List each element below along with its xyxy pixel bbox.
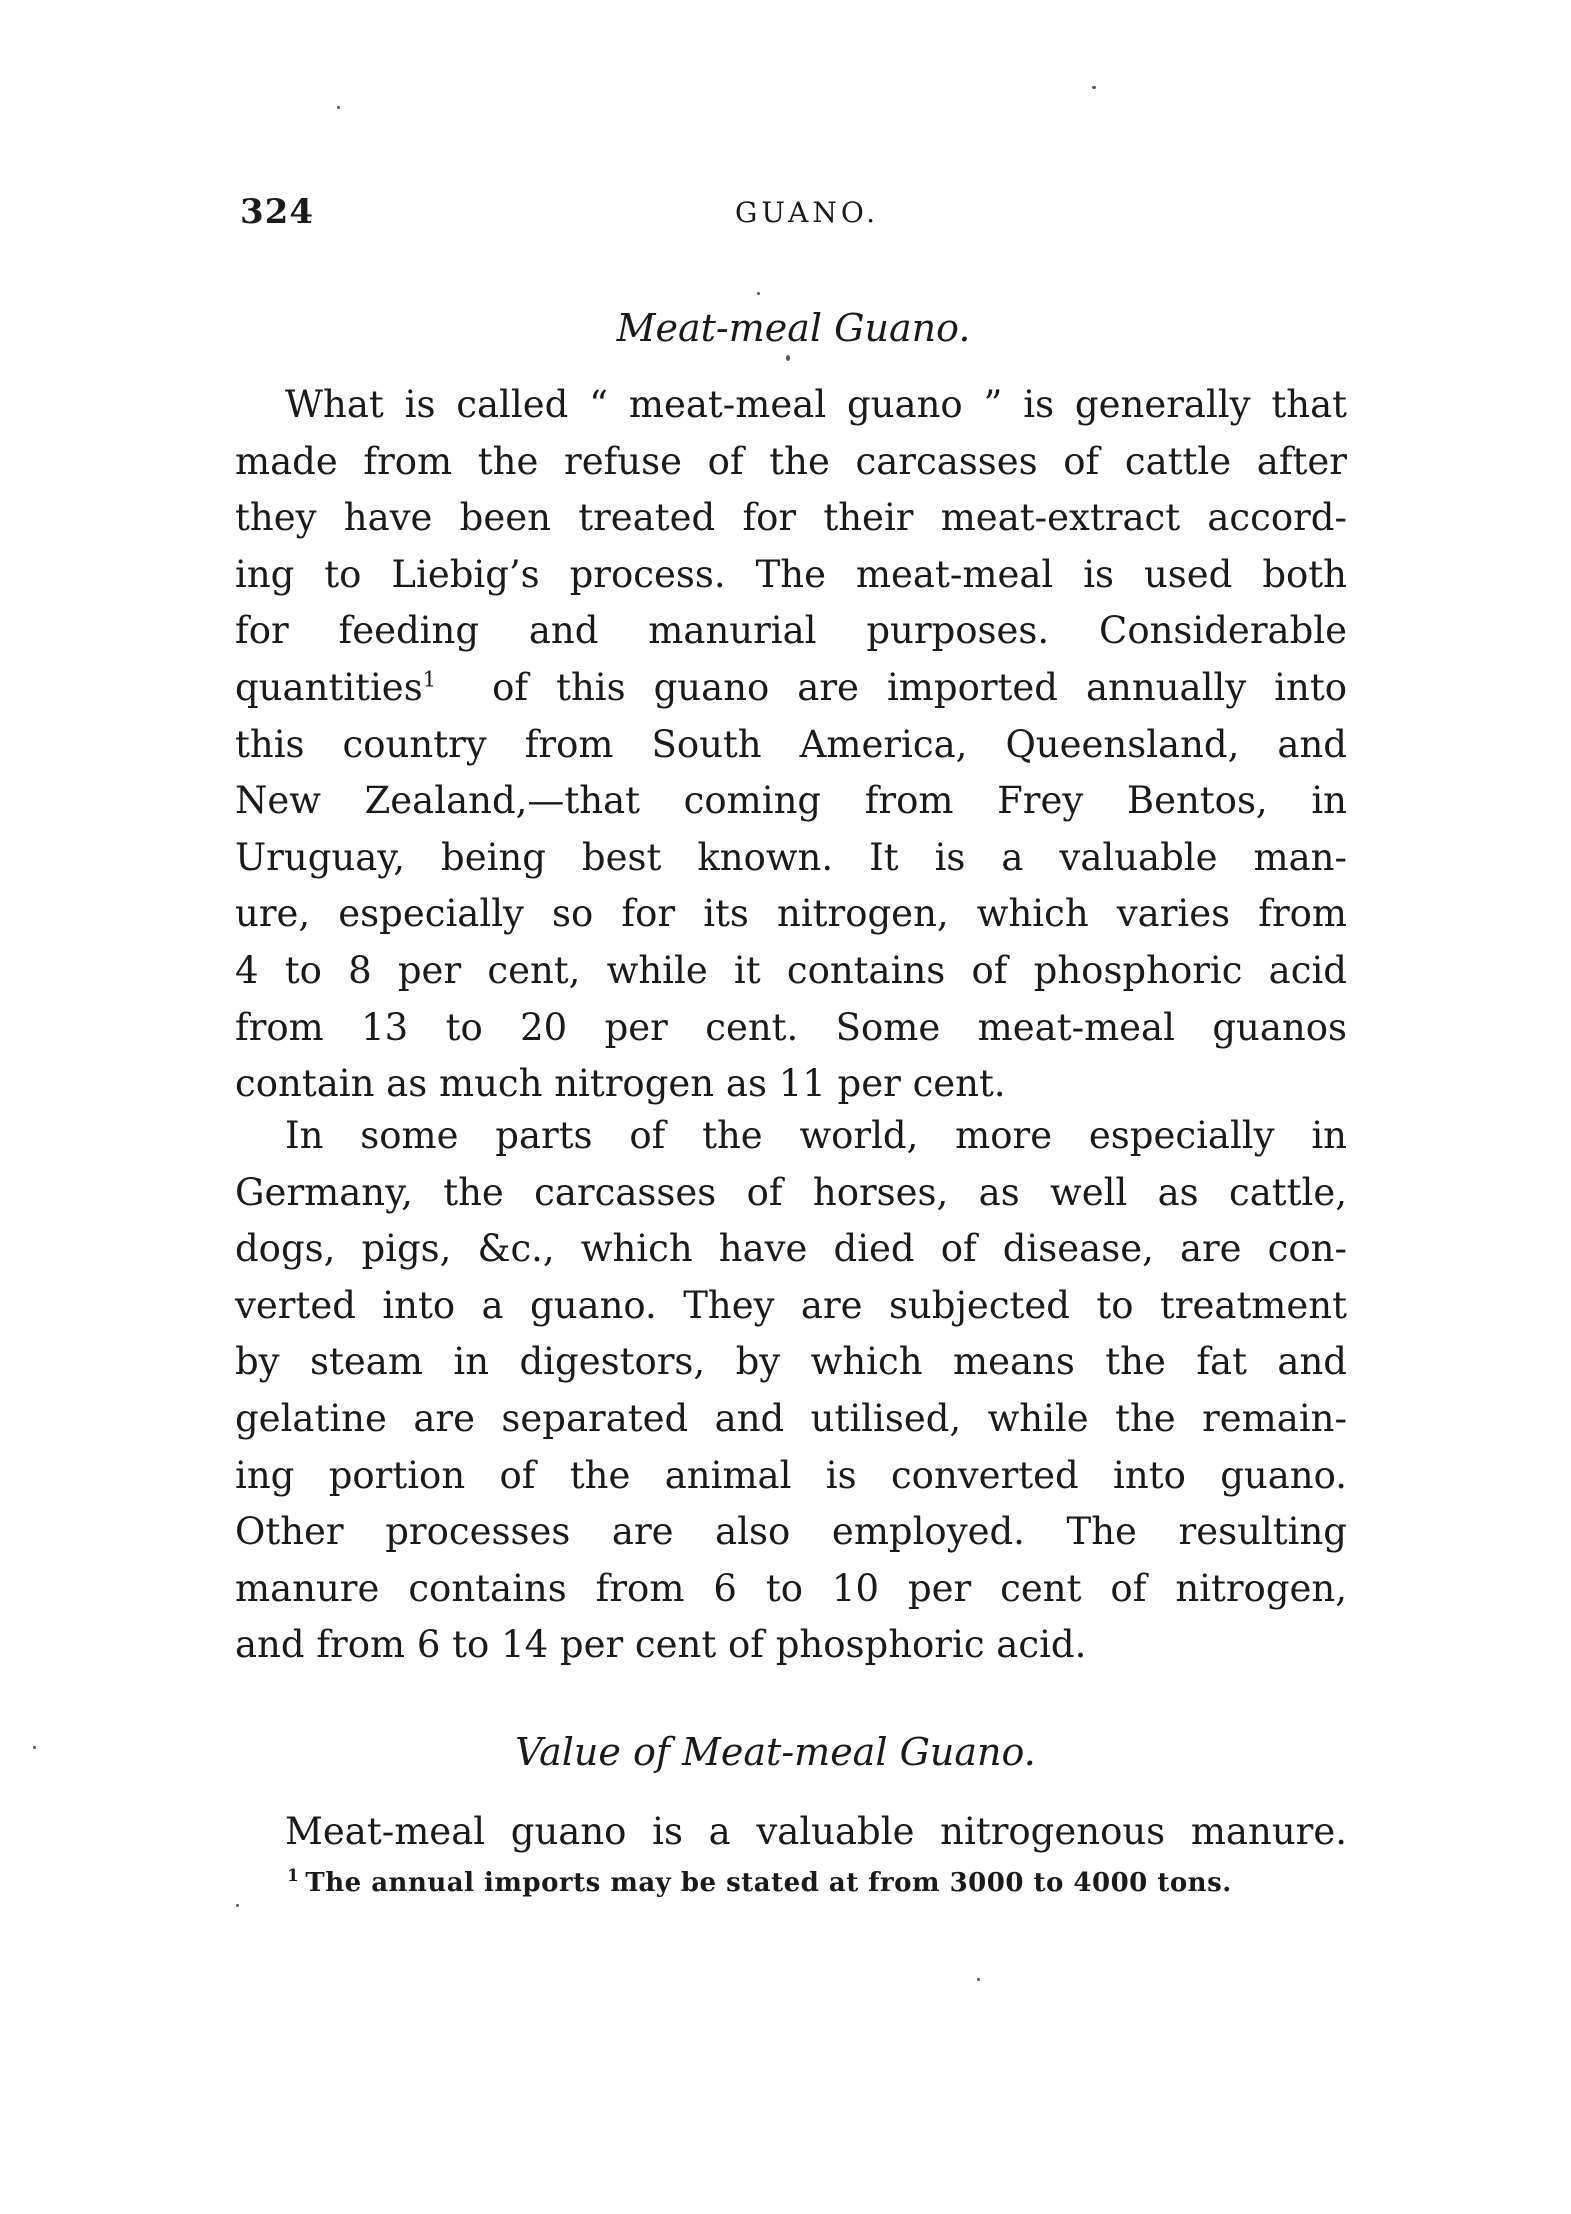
scan-speck (977, 1978, 980, 1981)
text-line: In some parts of the world, more especially in (285, 1114, 1347, 1157)
text-line: verted into a guano. They are subjected to treatment (235, 1283, 1347, 1327)
page-number: 324 (240, 192, 314, 232)
text-line: ing to Liebig’s process. The meat-meal is used both (235, 552, 1347, 596)
footnote (287, 1868, 1232, 1898)
text-line: by steam in digestors, by which means the fat and (235, 1340, 1347, 1384)
footnote-text: The annual imports may be stated at from 3000 to 4000 tons. (305, 1868, 1232, 1898)
text-line: ing portion of the animal is converted into guano. (235, 1453, 1347, 1497)
scan-speck (236, 1904, 239, 1907)
scan-speck (1092, 86, 1096, 89)
text-line: made from the refuse of the carcasses of cattle after (235, 439, 1347, 483)
paragraph-value-statement (235, 1804, 1347, 1861)
text-line: manure contains from 6 to 10 per cent of nitrogen, (235, 1566, 1347, 1610)
text-line: 4 to 8 per cent, while it contains of phosphoric acid (235, 948, 1347, 992)
text-line: they have been treated for their meat-extract accord- (235, 496, 1347, 540)
footnote-mark: 1 (287, 1866, 300, 1887)
text-line: for feeding and manurial purposes. Considerable (235, 609, 1347, 653)
paragraph-carcasses-processing (235, 1108, 1347, 1674)
scan-speck (786, 355, 790, 361)
text-line: Meat-meal guano is a valuable nitrogenous manure. (285, 1810, 1347, 1853)
text-line: this country from South America, Queensland, and (235, 722, 1347, 766)
running-head (240, 192, 1350, 242)
text-fragment: quantities (235, 665, 423, 709)
section-heading-value-of-meat-meal-guano: Value of Meat-meal Guano. (515, 1730, 1036, 1774)
running-title: GUANO. (735, 196, 880, 229)
text-line: ure, especially so for its nitrogen, which varies from (235, 892, 1347, 936)
scan-speck (33, 1746, 36, 1749)
text-line-with-footnote-ref (235, 660, 1347, 717)
text-line: Germany, the carcasses of horses, as well as cattle, (235, 1170, 1347, 1214)
footnote-reference: 1 (422, 667, 437, 692)
text-line: Uruguay, being best known. It is a valuable man- (235, 835, 1347, 879)
section-heading-meat-meal-guano: Meat-meal Guano. (616, 306, 971, 350)
scan-speck (337, 106, 340, 109)
text-line: Other processes are also employed. The resulting (235, 1510, 1347, 1554)
text-line: gelatine are separated and utilised, while the remain- (235, 1396, 1347, 1440)
text-line: dogs, pigs, &c., which have died of disease, are con- (235, 1227, 1347, 1271)
text-line: New Zealand,—that coming from Frey Bentos, in (235, 779, 1347, 823)
text-line: and from 6 to 14 per cent of phosphoric acid. (235, 1623, 1087, 1667)
text-line: contain as much nitrogen as 11 per cent. (235, 1062, 1006, 1106)
paragraph-meat-meal-description (235, 377, 1347, 1113)
text-line: What is called “ meat-meal guano ” is generally that (285, 383, 1347, 426)
text-line: from 13 to 20 per cent. Some meat-meal guanos (235, 1005, 1347, 1049)
text-fragment: of this guano are imported annually into (492, 665, 1347, 709)
scan-speck (757, 292, 760, 295)
